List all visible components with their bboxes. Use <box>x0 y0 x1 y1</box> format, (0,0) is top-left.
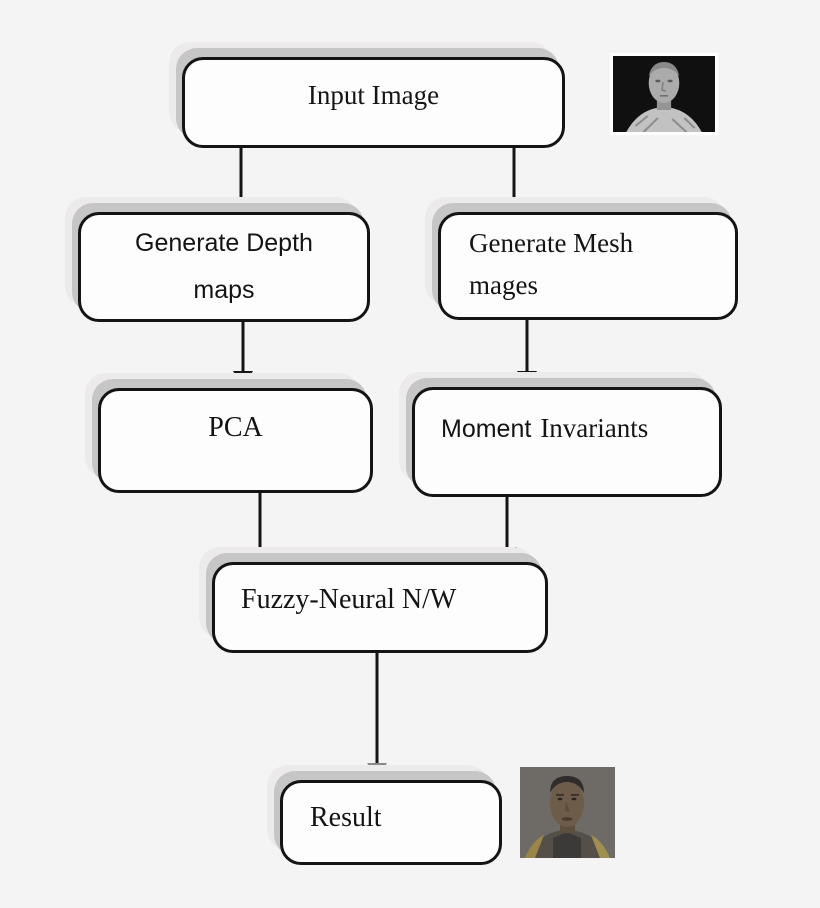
node-fuzzy-neural-nw <box>212 562 548 653</box>
node-label-line2: maps <box>193 276 255 304</box>
input-face-thumbnail <box>610 53 718 135</box>
node-label-word1: Moment <box>441 414 532 443</box>
result-face-thumbnail <box>520 767 615 858</box>
node-label-line1: Generate Depth <box>135 229 313 257</box>
arrow-mesh-to-moment-head-icon <box>517 371 537 387</box>
node-label: Fuzzy-Neural N/W <box>241 583 457 615</box>
color-face-photo-icon <box>520 767 615 858</box>
node-moment-invariants <box>412 387 722 497</box>
node-label-line2: mages <box>469 270 538 300</box>
arrow-fuzzy-to-result-head-icon <box>367 763 387 779</box>
node-generate-depth-maps <box>78 212 370 322</box>
arrow-depth-to-pca-head-icon <box>233 371 253 387</box>
node-generate-mesh-images <box>438 212 738 320</box>
node-label: PCA <box>208 411 263 443</box>
arrow-mesh-to-moment-line <box>526 320 529 373</box>
node-input-image <box>182 57 565 148</box>
arrow-input-to-depth-line <box>240 148 243 199</box>
node-label: Input Image <box>307 80 440 110</box>
node-label-line1: Generate Mesh <box>469 228 634 258</box>
arrow-moment-to-fuzzy-line <box>506 497 509 549</box>
arrow-input-to-mesh-line <box>513 148 516 199</box>
arrow-depth-to-pca-line <box>242 322 245 373</box>
node-label: Result <box>310 801 382 833</box>
arrow-pca-to-fuzzy-head-icon <box>250 547 270 563</box>
arrow-pca-to-fuzzy-line <box>259 493 262 549</box>
node-result <box>280 780 502 865</box>
node-label <box>441 413 648 444</box>
grayscale-face-scan-icon <box>613 56 715 132</box>
arrow-input-to-depth-head-icon <box>231 197 251 213</box>
node-pca <box>98 388 373 493</box>
arrow-fuzzy-to-result-line <box>376 653 379 765</box>
arrow-moment-to-fuzzy-head-icon <box>497 547 517 563</box>
arrow-input-to-mesh-head-icon <box>504 197 524 213</box>
node-label-word2: Invariants <box>540 412 649 443</box>
